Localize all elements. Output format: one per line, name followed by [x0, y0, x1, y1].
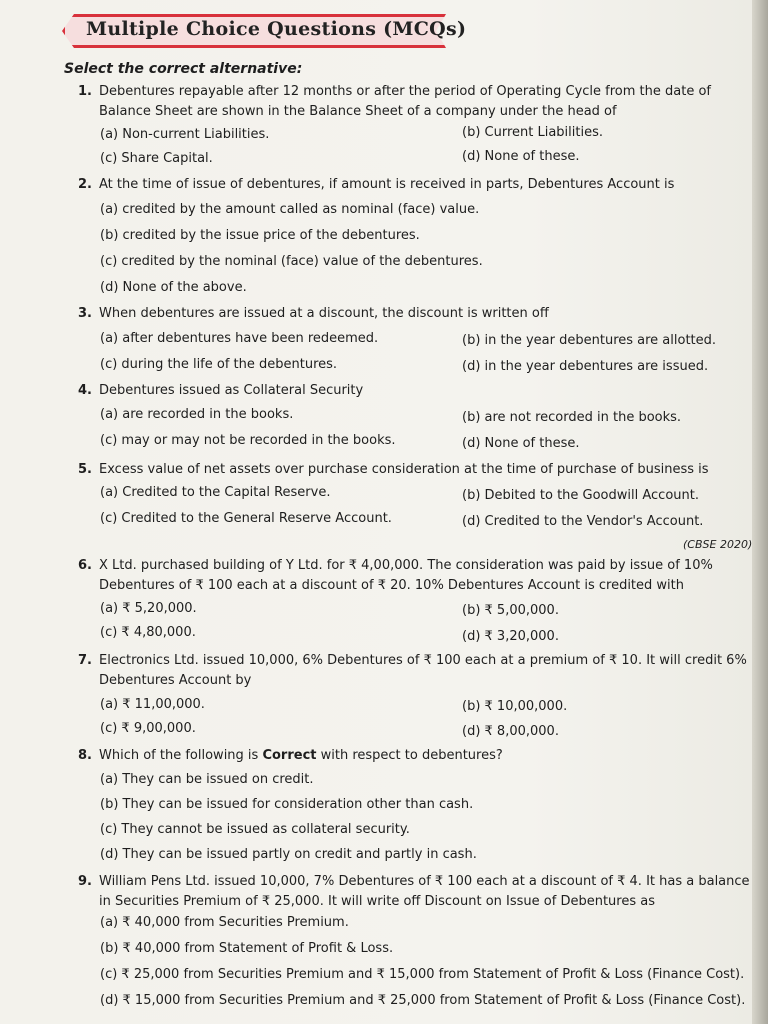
option-a: (a) They can be issued on credit. [100, 772, 314, 787]
question-number: 7. [78, 653, 92, 668]
option-b: (b) in the year debentures are allotted. [462, 333, 717, 348]
question-4 [78, 381, 758, 401]
question-text: At the time of issue of debentures, if amount is received in parts, Debentures Account is [99, 177, 675, 192]
banner-title: Multiple Choice Questions (MCQs) [86, 18, 467, 40]
page-edge [752, 0, 768, 1024]
option-b: (b) Debited to the Goodwill Account. [462, 488, 699, 503]
question-7 [78, 651, 758, 691]
question-1 [78, 82, 758, 122]
option-d: (d) None of these. [462, 436, 580, 451]
option-d: (d) Credited to the Vendor's Account. [462, 514, 704, 529]
option-a: (a) after debentures have been redeemed. [100, 331, 379, 346]
question-number: 9. [78, 874, 92, 889]
option-a: (a) ₹ 11,00,000. [100, 697, 205, 712]
source-tag: (CBSE 2020) [683, 538, 753, 551]
question-text: Which of the following is Correct with respect to debentures? [99, 748, 503, 763]
option-b: (b) They can be issued for consideration other than cash. [100, 797, 474, 812]
option-b: (b) ₹ 5,00,000. [462, 603, 559, 618]
question-9 [78, 872, 758, 912]
option-a: (a) are recorded in the books. [100, 407, 294, 422]
option-c: (c) ₹ 4,80,000. [100, 625, 196, 640]
question-number: 2. [78, 177, 92, 192]
question-text: X Ltd. purchased building of Y Ltd. for ₹ 4,00,000. The consideration was paid by issue of 10% Debentures of ₹ 100 each at a discount of ₹ 20. 10% Debentures Account is credited with [99, 558, 713, 593]
question-text: William Pens Ltd. issued 10,000, 7% Debentures of ₹ 100 each at a discount of ₹ 4. It has a balance in Securities Premium of ₹ 25,000. It will write off Discount on Issue of Debentures as [99, 874, 750, 909]
option-d: (d) in the year debentures are issued. [462, 359, 709, 374]
option-c: (c) ₹ 25,000 from Securities Premium and ₹ 15,000 from Statement of Profit & Loss (Finance Cost). [100, 967, 745, 982]
option-c: (c) may or may not be recorded in the books. [100, 433, 396, 448]
option-b: (b) ₹ 40,000 from Statement of Profit & Loss. [100, 941, 394, 956]
option-d: (d) None of the above. [100, 280, 247, 295]
instruction-text: Select the correct alternative: [64, 61, 303, 77]
option-b: (b) Current Liabilities. [462, 125, 604, 140]
question-3 [78, 304, 758, 324]
question-text: Excess value of net assets over purchase consideration at the time of purchase of business is [99, 462, 709, 477]
option-c: (c) ₹ 9,00,000. [100, 721, 196, 736]
question-text: Electronics Ltd. issued 10,000, 6% Debentures of ₹ 100 each at a premium of ₹ 10. It will credit 6% Debentures Account by [99, 653, 747, 688]
option-d: (d) ₹ 8,00,000. [462, 724, 559, 739]
option-c: (c) Credited to the General Reserve Account. [100, 511, 392, 526]
option-b: (b) ₹ 10,00,000. [462, 699, 568, 714]
option-a: (a) ₹ 40,000 from Securities Premium. [100, 915, 349, 930]
question-number: 4. [78, 383, 92, 398]
option-d: (d) ₹ 15,000 from Securities Premium and ₹ 25,000 from Statement of Profit & Loss (Finance Cost). [100, 993, 746, 1008]
question-number: 8. [78, 748, 92, 763]
question-8 [78, 746, 758, 766]
option-c: (c) They cannot be issued as collateral security. [100, 822, 410, 837]
option-a: (a) Non-current Liabilities. [100, 127, 270, 142]
option-a: (a) credited by the amount called as nominal (face) value. [100, 202, 480, 217]
question-number: 1. [78, 84, 92, 99]
question-text: Debentures repayable after 12 months or after the period of Operating Cycle from the date of Balance Sheet are shown in the Balance Sheet of a company under the head of [99, 84, 711, 119]
question-2 [78, 175, 758, 195]
question-number: 3. [78, 306, 92, 321]
question-6 [78, 556, 758, 596]
question-number: 6. [78, 558, 92, 573]
option-d: (d) ₹ 3,20,000. [462, 629, 559, 644]
emphasis-correct: Correct [262, 748, 317, 763]
option-d: (d) They can be issued partly on credit and partly in cash. [100, 847, 477, 862]
option-c: (c) during the life of the debentures. [100, 357, 338, 372]
question-text: When debentures are issued at a discount, the discount is written off [99, 306, 549, 321]
option-c: (c) credited by the nominal (face) value of the debentures. [100, 254, 483, 269]
question-text: Debentures issued as Collateral Security [99, 383, 364, 398]
option-a: (a) ₹ 5,20,000. [100, 601, 197, 616]
option-b: (b) credited by the issue price of the debentures. [100, 228, 420, 243]
option-b: (b) are not recorded in the books. [462, 410, 682, 425]
option-c: (c) Share Capital. [100, 151, 213, 166]
question-number: 5. [78, 462, 92, 477]
option-d: (d) None of these. [462, 149, 580, 164]
question-5 [78, 460, 758, 480]
option-a: (a) Credited to the Capital Reserve. [100, 485, 331, 500]
